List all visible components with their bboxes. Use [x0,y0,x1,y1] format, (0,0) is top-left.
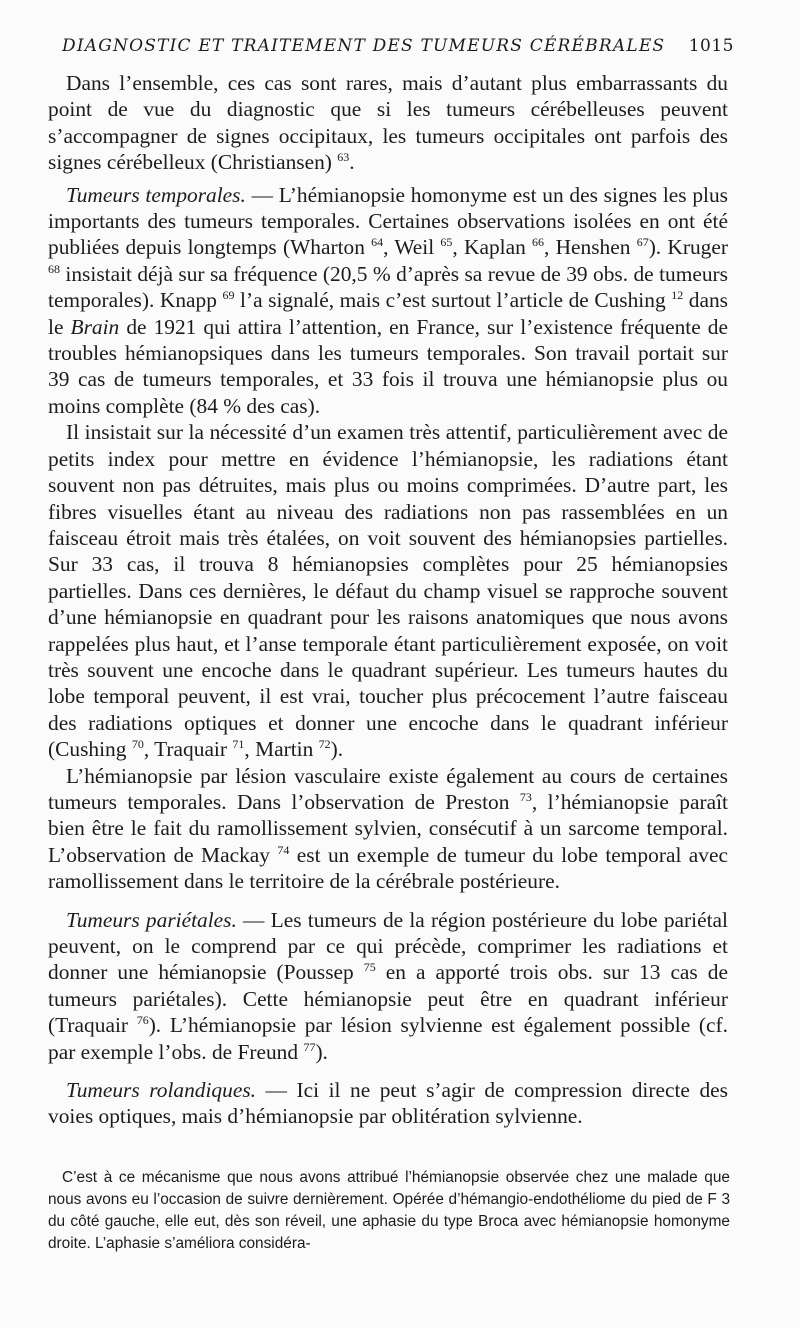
running-title: DIAGNOSTIC ET TRAITEMENT DES TUMEURS CÉRÉBRALES [62,36,666,56]
ref-66: 66 [532,235,545,250]
journal-brain: Brain [70,314,120,339]
ref-70: 70 [131,737,144,752]
ref-73: 73 [519,789,532,804]
ref-65: 65 [440,235,453,250]
ref-64: 64 [371,235,384,250]
paragraph-lesion-vasculaire [48,763,728,895]
p2-text-3: , Kaplan [452,235,526,260]
p3-text-3: , Martin [244,737,314,762]
section-heading-rolandiques: Tumeurs rolandiques. [66,1078,256,1103]
ref-63: 63 [337,150,350,165]
ref-12: 12 [671,288,684,303]
ref-75: 75 [363,960,376,975]
note-text: C’est à ce mécanisme que nous avons attribué l’hémianopsie observée chez une malade que nous avons eu l’occasion de suivre dernièrement. Opérée d’hémangio-endothéliome du pied de F 3 du côté gauche, elle eut, dès son réveil, une aphasie du type Broca avec hémianopsie homonyme droite. L’aphasie s’améliora considéra- [48,1169,730,1252]
p6-text-1: — Ici il ne peut s’agir de compression directe des voies optiques, mais d’hémianopsie par oblitération sylvienne. [48,1078,728,1129]
ref-72: 72 [318,737,331,752]
section-heading-temporales: Tumeurs temporales. [66,182,246,207]
ref-76: 76 [136,1013,149,1028]
ref-71: 71 [232,737,245,752]
p4-text-3: est un exemple de tumeur du lobe temporal avec ramollissement dans le territoire de la cérébrale postérieure. [48,842,728,894]
p5-text-4: ). [315,1039,328,1064]
p4-text-1: L’hémianopsie par lésion vasculaire existe également au cours de certaines tumeurs temporales. Dans l’observation de Preston [48,763,728,814]
paragraph-tumeurs-temporales [48,182,728,420]
ref-77: 77 [303,1039,316,1054]
p3-text-1: Il insistait sur la nécessité d’un examen très attentif, particulièrement avec de petits index pour mettre en évidence l’hémianopsie, les radiations étant souvent non pas détruites, mais plus ou moins comprimées. D’autre part, les fibres visuelles étant au niveau des radiations non pas rassemblées en un faisceau étroit mais très étalées, on voit souvent des hémianopsies partielles. Sur 33 cas, il trouva 8 hémianopsies complètes pour 25 hémianopsies partielles. Dans ces dernières, le défaut du champ visuel se rapproche souvent d’une hémianopsie en quadrant pour les raisons anatomiques que nous avons rappelées plus haut, et l’anse temporale étant particulièrement exposée, on voit très souvent une encoche dans le quadrant supérieur. Les tumeurs hautes du lobe temporal peuvent, il est vrai, toucher plus précocement l’autre faisceau des radiations optiques et donner une encoche dans le quadrant inférieur (Cushing [48,420,728,762]
ref-69: 69 [222,288,235,303]
p4-text-2: , l’hémianopsie paraît bien être le fait du ramollissement sylvien, consécutif à un sarcome temporal. L’observation de Mackay [48,789,728,867]
p2-text-7: l’a signalé, mais c’est surtout l’article de Cushing [234,288,666,313]
ref-67: 67 [636,235,649,250]
main-text [48,70,728,1130]
p2-text-9: de 1921 qui attira l’attention, en France, sur l’existence fréquente de troubles hémianopsiques dans les tumeurs temporales. Son travail portait sur 39 cas de tumeurs temporales, et 33 fois il trouva une hémianopsie plus ou moins complète (84 % des cas). [48,314,728,418]
p5-text-1: — Les tumeurs de la région postérieure du lobe pariétal peuvent, on le comprend par ce qui précède, comprimer les radiations et donner une hémianopsie (Poussep [48,907,728,985]
ref-74: 74 [277,842,290,857]
paragraph-ensemble [48,70,728,176]
page-number: 1015 [688,36,734,56]
paragraph-tumeurs-parietales [48,907,728,1065]
p2-text-4: , Henshen [544,235,631,260]
paragraph-tumeurs-rolandiques [48,1077,728,1130]
p5-text-3: ). L’hémianopsie par lésion sylvienne est également possible (cf. par exemple l’obs. de Freund [48,1013,728,1064]
p1-text: Dans l’ensemble, ces cas sont rares, mais d’autant plus embarrassants du point de vue du diagnostic que si les tumeurs cérébelleuses peuvent s’accompagner de signes occipitaux, les tumeurs occipitales ont parfois des signes cérébelleux (Christiansen) [48,71,728,175]
section-heading-parietales: Tumeurs pariétales. [66,907,237,932]
p2-text-5: ). Kruger [648,235,728,260]
p2-text-2: , Weil [383,235,435,260]
p5-text-2: en a apporté trois obs. sur 13 cas de tumeurs pariétales). Cette hémianopsie peut être en quadrant inférieur (Traquair [48,960,728,1038]
p1-end: . [349,150,355,175]
ref-68: 68 [48,261,60,276]
p2-text-6: insistait déjà sur sa fréquence (20,5 % d’après sa revue de 39 obs. de tumeurs temporales). Knapp [48,261,728,313]
p3-text-2: , Traquair [143,737,228,762]
running-header [62,36,734,56]
paragraph-cushing-details [48,419,728,762]
p3-text-4: ). [330,737,344,762]
p2-text-8: dans le [48,288,728,339]
p2-text-1: — L’hémianopsie homonyme est un des signes les plus importants des tumeurs temporales. Certaines observations isolées en ont été publiées depuis longtemps (Wharton [48,182,728,260]
small-print-note [48,1167,730,1255]
